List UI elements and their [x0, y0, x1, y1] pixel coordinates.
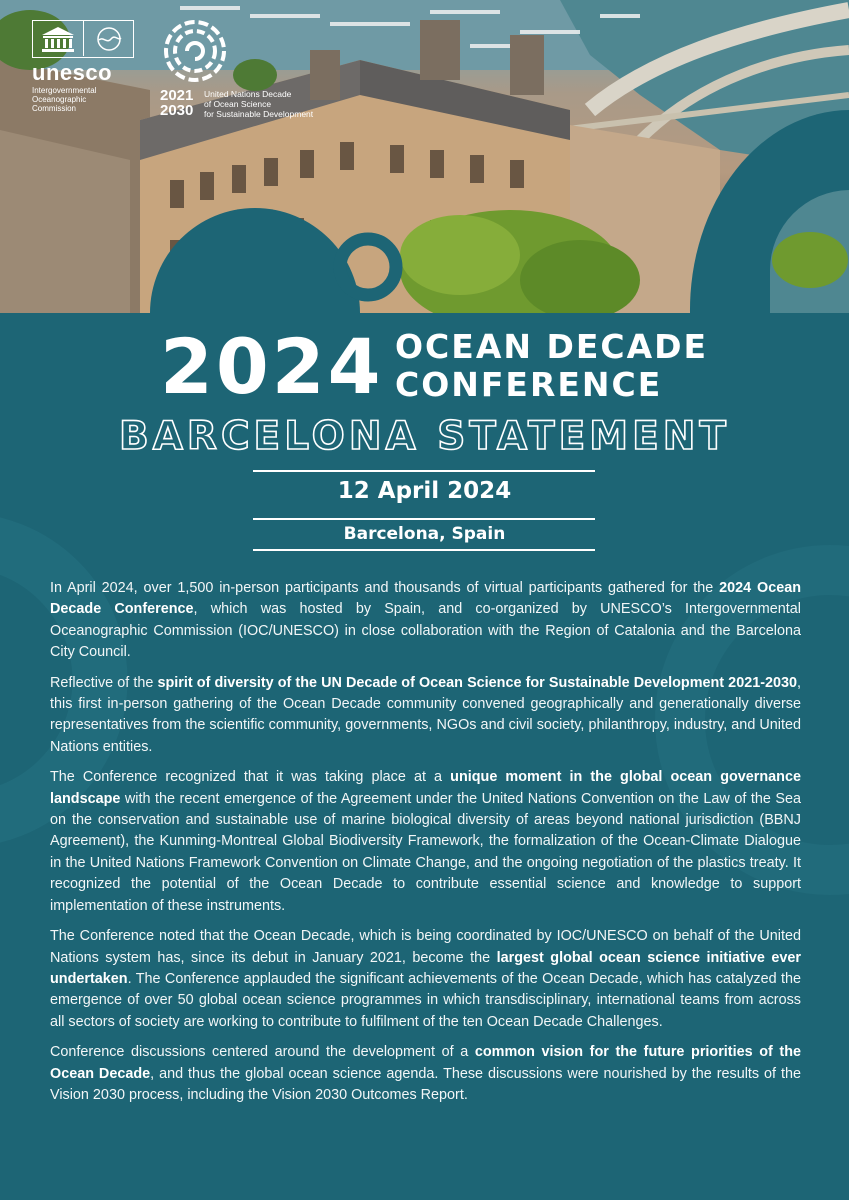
- paragraph-highlight: largest global ocean science initiative ever undertaken: [50, 949, 802, 987]
- title-year: 2024: [160, 322, 384, 411]
- ioc-name-line: Commission: [32, 104, 77, 113]
- ioc-wave-icon: [84, 21, 133, 57]
- divider-rule: [253, 549, 595, 551]
- title-statement: BARCELONA STATEMENT: [119, 414, 730, 459]
- paragraph-highlight: spirit of diversity of the UN Decade of Ocean Science for Sustainable Development 2021-2030: [157, 674, 798, 691]
- title-line-1: OCEAN DECADE: [395, 327, 709, 366]
- decade-name-line: for Sustainable Development: [204, 109, 314, 119]
- paragraph-text: Reflective of the: [50, 674, 158, 691]
- paragraph-text: , which was hosted by Spain, and co-organized by UNESCO’s Intergovernmental Oceanographic Commission (IOC/UNESCO) in close collaboration with the Region of Catalonia and the Barcelona City Council.: [50, 601, 801, 661]
- paragraph-text: In April 2024, over 1,500 in-person participants and thousands of virtual participants gathered for the: [50, 580, 720, 596]
- decade-name-line: of Ocean Science: [204, 99, 272, 109]
- unesco-ioc-logo: [32, 20, 134, 113]
- unesco-logo-box: [32, 20, 134, 58]
- paragraph: [50, 767, 801, 917]
- paragraph-text: with the recent emergence of the Agreement under the United Nations Convention on the Law of the Sea on the conservation and sustainable use of marine biological diversity of areas beyond national jurisdiction (BBNJ Agreement), the Kunming-Montreal Global Biodiversity Framework, the formalization of the Ocean-Climate Dialogue in the United Nations Framework Convention on Climate Change, and the ongoing negotiation of the plastics treaty. It recognized the potential of the Ocean Decade to contribute essential science and knowledge to support implementation of these instruments.: [50, 790, 801, 914]
- paragraph-text: , and thus the global ocean science agenda. These discussions were nourished by the results of the Vision 2030 process, including the Vision 2030 Outcomes Report.: [50, 1065, 801, 1103]
- paragraph-text: The Conference recognized that it was taking place at a: [50, 769, 451, 786]
- paragraph-highlight: 2024 Ocean Decade Conference: [50, 580, 801, 618]
- ioc-name: [32, 86, 132, 113]
- statement-body: [50, 578, 801, 1115]
- paragraph: [50, 673, 801, 759]
- unesco-temple-icon: [33, 21, 84, 56]
- paragraph-text: Conference discussions centered around the development of a: [50, 1044, 475, 1061]
- ioc-name-line: Oceanographic: [32, 95, 87, 104]
- paragraph-text: The Conference noted that the Ocean Decade, which is being coordinated by IOC/UNESCO on behalf of the United Nations system has, since its debut in January 2021, become the: [50, 928, 801, 966]
- decade-year-end: 2030: [160, 102, 194, 119]
- divider-rule: [253, 518, 595, 520]
- unesco-wordmark: unesco: [32, 60, 113, 85]
- paragraph: [50, 578, 801, 664]
- ocean-decade-spiral-icon: [162, 18, 228, 84]
- conference-place: Barcelona, Spain: [343, 524, 506, 544]
- decade-year-start: 2021: [160, 87, 194, 104]
- paragraph: [50, 926, 801, 1033]
- title-line-2: CONFERENCE: [395, 365, 663, 404]
- decade-name: [204, 89, 354, 119]
- title-conference: [395, 328, 708, 404]
- paragraph-text: . The Conference applauded the significant achievements of the Ocean Decade, which has catalyzed the emergence of over 50 global ocean science programmes in which transdisciplinary, international teams from across all sectors of society are working to contribute to fulfilment of the ten Ocean Decade Challenges.: [50, 970, 801, 1030]
- paragraph-text: , this first in-person gathering of the Ocean Decade community convened geographically and generationally diverse representatives from the scientific community, governments, NGOs and civil society, philanthropy, industry, and United Nations entities.: [50, 674, 802, 755]
- decade-name-line: United Nations Decade: [204, 89, 292, 99]
- paragraph: [50, 1042, 801, 1106]
- conference-date: 12 April 2024: [337, 478, 512, 504]
- ioc-name-line: Intergovernmental: [32, 86, 97, 95]
- paragraph-highlight: unique moment in the global ocean governance landscape: [50, 769, 801, 807]
- paragraph-highlight: common vision for the future priorities of the Ocean Decade: [50, 1044, 801, 1082]
- decade-years: [160, 88, 193, 118]
- divider-rule: [253, 470, 595, 472]
